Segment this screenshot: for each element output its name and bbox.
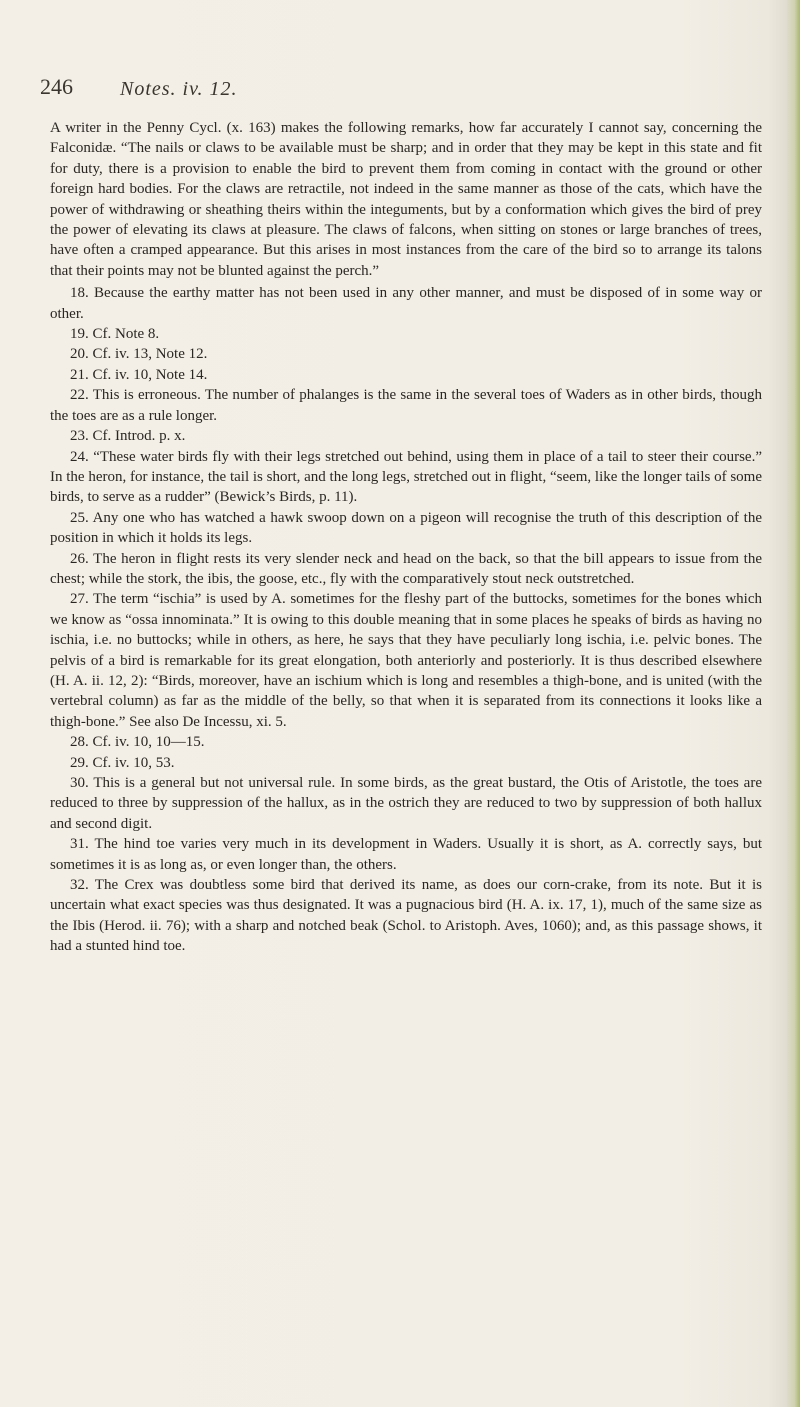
running-head: Notes. iv. 12. [120,78,238,100]
note-19: 19. Cf. Note 8. [70,326,160,343]
note-22: 22. This is erroneous. The number of phalanges is the same in the several toes of Waders as in other birds, though the toes are as a rule longer. [50,387,762,424]
note-28: 28. Cf. iv. 10, 10—15. [70,734,205,751]
page-edge-shadow [786,0,800,1407]
note-20: 20. Cf. iv. 13, Note 12. [70,346,208,363]
note-25: 25. Any one who has watched a hawk swoop down on a pigeon will recognise the truth of this description of the position in which it holds its legs. [50,509,762,547]
note-18: 18. Because the earthy matter has not been used in any other manner, and must be disposed of in some way or other. [50,285,762,322]
note-21: 21. Cf. iv. 10, Note 14. [70,366,208,383]
note-30: 30. This is a general but not universal rule. In some birds, as the great bustard, the Otis of Aristotle, the toes are reduced to three by suppression of the hallux, as in the ostrich they are reduced to two by suppression of both hallux and second digit. [50,775,762,832]
note-23: 23. Cf. Introd. p. x. [70,428,186,445]
quoted-passage: A writer in the Penny Cycl. (x. 163) makes the following remarks, how far accurately I cannot say, concerning the Falconidæ. “The nails or claws to be available must be sharp; and in order that they may be kept in this state and fit for duty, there is a provision to enable the bird to prevent them from coming in contact with the ground or other foreign hard bodies. For the claws are retractile, not indeed in the same manner as those of the cats, which have the power of withdrawing or sheathing theirs within the integuments, but by a conformation which gives the bird of prey the power of elevating its claws at pleasure. The claws of falcons, when sitting on stones or large branches of trees, have often a cramped appearance. But this arises in most instances from the care of the bird so to arrange its talons that their points may not be blunted against the perch.” [50,120,762,279]
notes-body [50,118,762,957]
note-27: 27. The term “ischia” is used by A. sometimes for the fleshy part of the buttocks, sometimes for the bones which we know as “ossa innominata.” It is owing to this double meaning that in some places he speaks of birds as having no ischia, i.e. no buttocks; while in others, as here, he says that they have peculiarly long ischia, i.e. pelvic bones. The pelvis of a bird is remarkable for its great elongation, both anteriorly and posteriorly. It is thus described elsewhere (H. A. ii. 12, 2): “Birds, moreover, have an ischium which is long and resembles a thigh-bone, and is united (with the vertebral column) as far as the middle of the belly, so that when it is separated from its connections it looks like a thigh-bone.” See also De Incessu, xi. 5. [50,591,762,730]
note-24: 24. “These water birds fly with their legs stretched out behind, using them in place of a tail to steer their course.” In the heron, for instance, the tail is short, and the long legs, stretched out in flight, “seem, like the longer tails of some birds, to serve as a rudder” (Bewick’s Birds, p. 11). [50,448,762,506]
note-26: 26. The heron in flight rests its very slender neck and head on the back, so that the bill appears to issue from the chest; while the stork, the ibis, the goose, etc., fly with the comparatively stout neck outstretched. [50,550,762,587]
note-32: 32. The Crex was doubtless some bird that derived its name, as does our corn-crake, from its note. But it is uncertain what exact species was thus designated. It was a pugnacious bird (H. A. ix. 17, 1), much of the same size as the Ibis (Herod. ii. 76); with a sharp and notched beak (Schol. to Aristoph. Aves, 1060); and, as this passage shows, it had a stunted hind toe. [50,877,762,955]
page-header [40,74,760,110]
note-31: 31. The hind toe varies very much in its development in Waders. Usually it is short, as A. correctly says, but sometimes it is as long as, or even longer than, the others. [50,836,762,873]
note-29: 29. Cf. iv. 10, 53. [70,754,175,771]
page-number: 246 [40,74,73,99]
